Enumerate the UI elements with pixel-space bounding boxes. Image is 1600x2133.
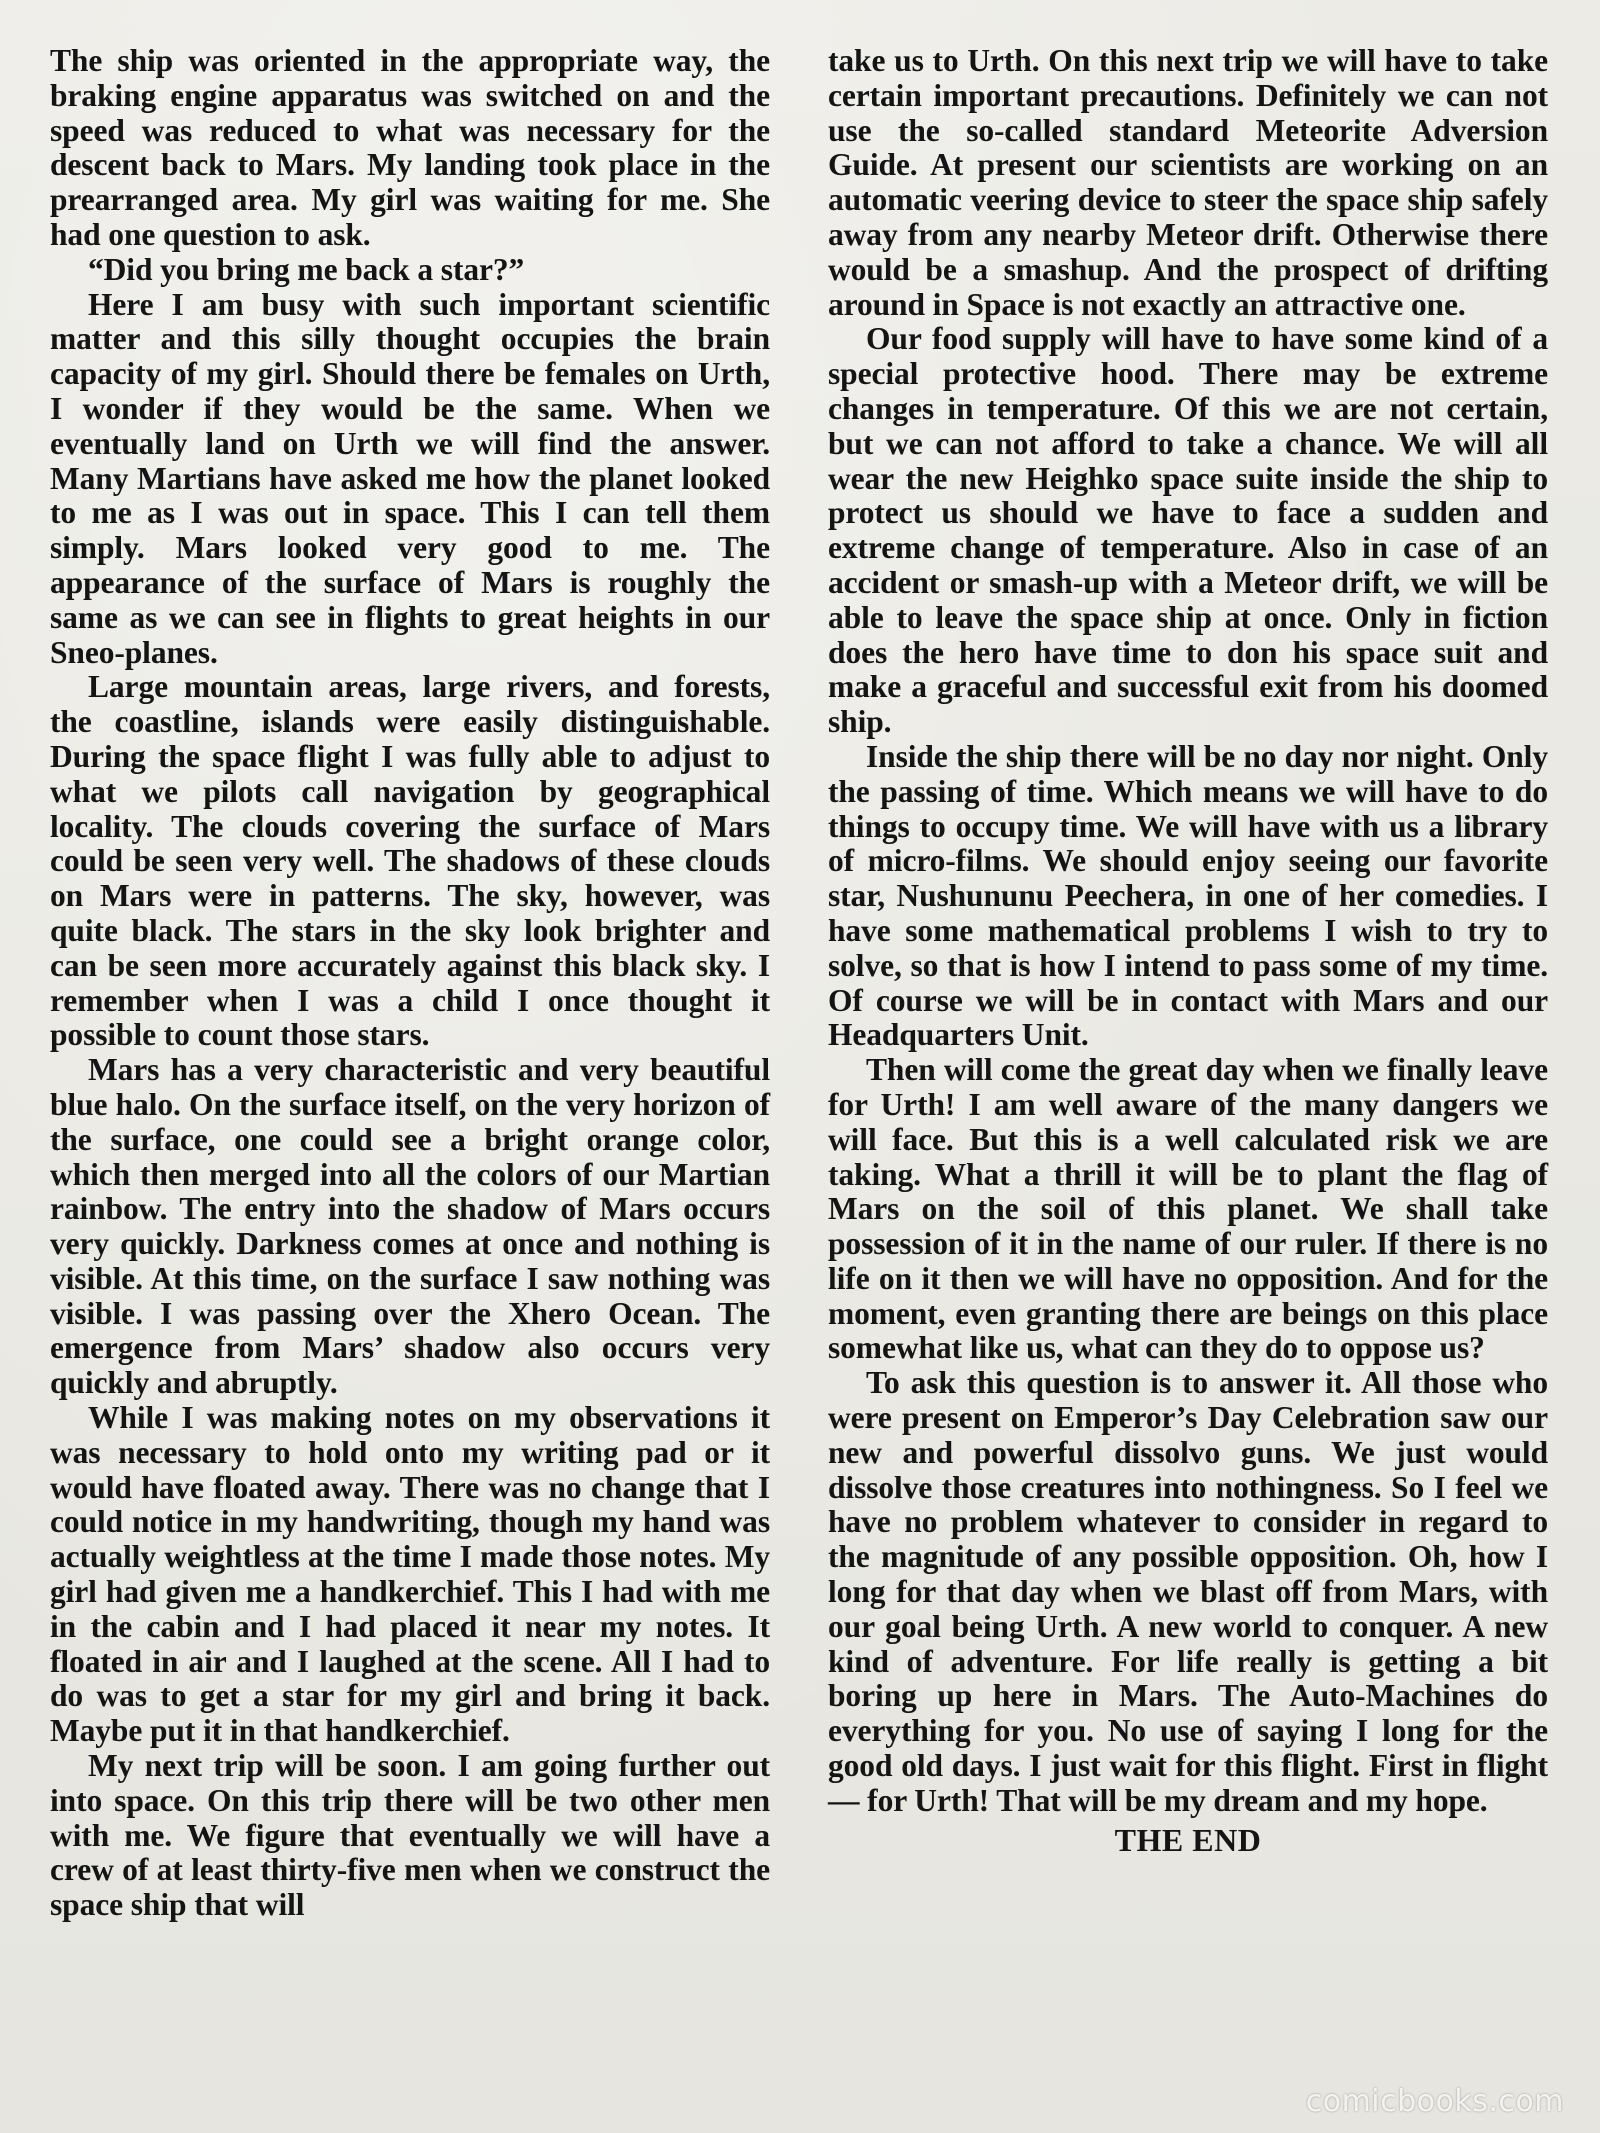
paragraph: Large mountain areas, large rivers, and forests, the coastline, islands were easily distinguishable. During the space flight I was fully able to adjust to what we pilots call navigation by geographical locality. The clouds covering the surface of Mars could be seen very well. The shadows of these clouds on Mars were in patterns. The sky, however, was quite black. The stars in the sky look brighter and can be seen more accurately against this black sky. I remember when I was a child I once thought it possible to count those stars. xyxy=(50,669,770,1053)
paragraph: Here I am busy with such important scientific matter and this silly thought occupies the brain capacity of my girl. Should there be females on Urth, I wonder if they would be the same. When we eventually land on Urth we will find the answer. Many Martians have asked me how the planet looked to me as I was out in space. This I can tell them simply. Mars looked very good to me. The appearance of the surface of Mars is roughly the same as we can see in flights to great heights in our Sneo-planes. xyxy=(50,286,770,670)
paragraph: My next trip will be soon. I am going further out into space. On this trip there will be two other men with me. We figure that eventually we will have a crew of at least thirty-five men when we construct the space ship that will xyxy=(50,1748,770,1923)
paragraph: “Did you bring me back a star?” xyxy=(88,251,525,287)
left-column xyxy=(50,44,770,2104)
paragraph: Then will come the great day when we finally leave for Urth! I am well aware of the many dangers we will face. But this is a well calculated risk we are taking. What a thrill it will be to plant the flag of Mars on the soil of this planet. We shall take possession of it in the name of our ruler. If there is no life on it then we will have no opposition. And for the moment, even granting there are beings on this place somewhat like us, what can they do to oppose us? xyxy=(828,1052,1548,1366)
right-column xyxy=(828,44,1548,2104)
the-end-heading: THE END xyxy=(1114,1821,1262,1858)
paragraph: The ship was oriented in the appropriate way, the braking engine apparatus was switched on and the speed was reduced to what was necessary for the descent back to Mars. My landing took place in the prearranged area. My girl was waiting for me. She had one question to ask. xyxy=(50,43,770,252)
paragraph: Mars has a very characteristic and very beautiful blue halo. On the surface itself, on the very horizon of the surface, one could see a bright orange color, which then merged into all the colors of our Martian rainbow. The entry into the shadow of Mars occurs very quickly. Darkness comes at once and nothing is visible. At this time, on the surface I saw nothing was visible. I was passing over the Xhero Ocean. The emergence from Mars’ shadow also occurs very quickly and abruptly. xyxy=(50,1052,770,1401)
paragraph: Our food supply will have to have some kind of a special protective hood. There may be extreme changes in temperature. Of this we are not certain, but we can not afford to take a chance. We will all wear the new Heighko space suite inside the ship to protect us should we have to face a sudden and extreme change of temperature. Also in case of an accident or smash-up with a Meteor drift, we will be able to leave the space ship at once. Only in fiction does the hero have time to don his space suit and make a graceful and successful exit from his doomed ship. xyxy=(828,321,1548,740)
paragraph: take us to Urth. On this next trip we will have to take certain important precautions. Definitely we can not use the so-called standard Meteorite Adversion Guide. At present our scientists are working on an automatic veering device to steer the space ship safely away from any nearby Meteor drift. Otherwise there would be a smashup. And the prospect of drifting around in Space is not exactly an attractive one. xyxy=(828,43,1548,322)
paragraph: Inside the ship there will be no day nor night. Only the passing of time. Which means we will have to do things to occupy time. We will have with us a library of micro-films. We should enjoy seeing our favorite star, Nushununu Peechera, in one of her comedies. I have some mathematical problems I wish to try to solve, so that is how I intend to pass some of my time. Of course we will be in contact with Mars and our Headquarters Unit. xyxy=(828,738,1548,1053)
watermark: comicbooks.com xyxy=(1305,2084,1564,2119)
paragraph: While I was making notes on my observations it was necessary to hold onto my writing pad or it would have floated away. There was no change that I could notice in my handwriting, though my hand was actually weightless at the time I made those notes. My girl had given me a handkerchief. This I had with me in the cabin and I had placed it near my notes. It floated in air and I laughed at the scene. All I had to do was to get a star for my girl and bring it back. Maybe put it in that handkerchief. xyxy=(50,1400,770,1749)
paragraph: To ask this question is to answer it. All those who were present on Emperor’s Day Celebration saw our new and powerful dissolvo guns. We just would dissolve those creatures into nothingness. So I feel we have no problem whatever to consider in regard to the magnitude of any possible opposition. Oh, how I long for that day when we blast off from Mars, with our goal being Urth. A new world to conquer. A new kind of adventure. For life really is getting a bit boring up here in Mars. The Auto-Machines do everything for you. No use of saying I long for the good old days. I just wait for this flight. First in flight — for Urth! That will be my dream and my hope. xyxy=(828,1365,1548,1818)
